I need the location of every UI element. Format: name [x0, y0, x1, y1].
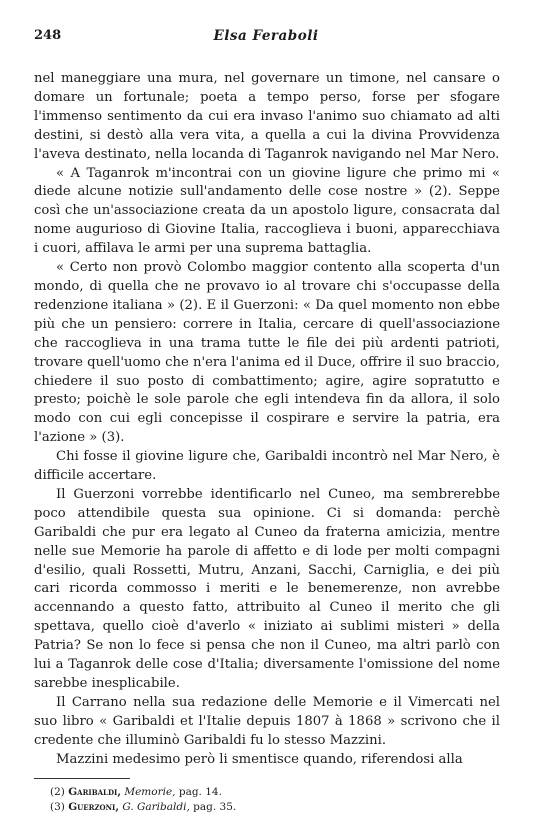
footnote-page: pag. 14.: [178, 786, 222, 798]
body-text: [34, 70, 500, 770]
footnote-rule: [34, 778, 130, 779]
paragraph-6: Il Carrano nella sua redazione delle Memorie e il Vimercati nel suo libro « Garibaldi et l'Italie depuis 1807 à 1868 » scrivono che il credente che illuminò Garibaldi fu lo stesso Mazzini.: [34, 694, 500, 748]
page-number: 248: [34, 28, 62, 43]
paragraph-3: « Certo non provò Colombo maggior contento alla scoperta d'un mondo, di quella che ne provavo io al trovare chi s'occupasse della redenzione italiana » (2). E il Guerzoni: « Da quel momento non ebbe più che un pensiero: correre in Italia, cercare di quell'associazione che raccoglieva in una trama tutte le file dei più ardenti patrioti, trovare quell'uomo che n'era l'anima ed il Duce, offrire il suo braccio, chiedere il suo posto di combattimento; agire, agire sopratutto e presto; poichè le sole parole che egli intendeva fin da allora, il solo modo con cui egli concepisse il cospirare e servire la patria, era l'azione » (3).: [34, 260, 500, 446]
running-head: Elsa Feraboli: [213, 28, 319, 44]
footnote-author: Garibaldi,: [68, 786, 121, 798]
footnote-title: G. Garibaldi,: [122, 801, 190, 813]
page-header: [34, 28, 498, 48]
paragraph-1: nel maneggiare una mura, nel governare un timone, nel cansare o domare un fortunale; poeta a tempo perso, forse per sfogare l'immenso sentimento da cui era invaso l'animo suo chiamato ad alti destini, si destò alla vera vita, a quella a cui la divina Provvidenza l'aveva destinato, nella locanda di Taganrok navigando nel Mar Nero.: [34, 71, 500, 162]
footnote-3: [50, 800, 480, 815]
footnote-2: [50, 785, 480, 800]
paragraph-4: Chi fosse il giovine ligure che, Garibaldi incontrò nel Mar Nero, è difficile accertare.: [34, 449, 500, 484]
paragraph-5: Il Guerzoni vorrebbe identificarlo nel Cuneo, ma sembrerebbe poco attendibile questa sua opinione. Ci si domanda: perchè Garibaldi che pur era legato al Cuneo da fraterna amicizia, mentre nelle sue Memorie ha parole di affetto e di lode per molti compagni d'esilio, quali Rossetti, Mutru, Anzani, Sacchi, Carniglia, e dei più cari ricorda commosso i meriti e le benemerenze, non avrebbe accennando a questo fatto, attribuito al Cuneo il merito che gli spettava, quello cioè d'averlo « iniziato ai sublimi misteri » della Patria? Se non lo fece si pensa che non il Cuneo, ma altri parlò con lui a Taganrok delle cose d'Italia; diversamente l'omissione del nome sarebbe inesplicabile.: [34, 486, 500, 691]
footnote-page: pag. 35.: [193, 801, 237, 813]
paragraph-2: « A Taganrok m'incontrai con un giovine ligure che primo mi « diede alcune notizie sull'andamento delle cose nostre » (2). Seppe così che un'associazione creata da un apostolo ligure, consacrata dal nome augurioso di Giovine Italia, raccoglieva i buoni, apparecchiava i cuori, affilava le armi per una suprema battaglia.: [34, 165, 500, 257]
footnotes: [50, 785, 480, 815]
footnote-title: Memorie,: [124, 786, 176, 798]
paragraph-7: Mazzini medesimo però li smentisce quando, riferendosi alla: [56, 751, 463, 767]
footnote-author: Guerzoni,: [68, 801, 119, 813]
footnote-mark: (3): [50, 801, 65, 813]
footnote-mark: (2): [50, 786, 65, 798]
